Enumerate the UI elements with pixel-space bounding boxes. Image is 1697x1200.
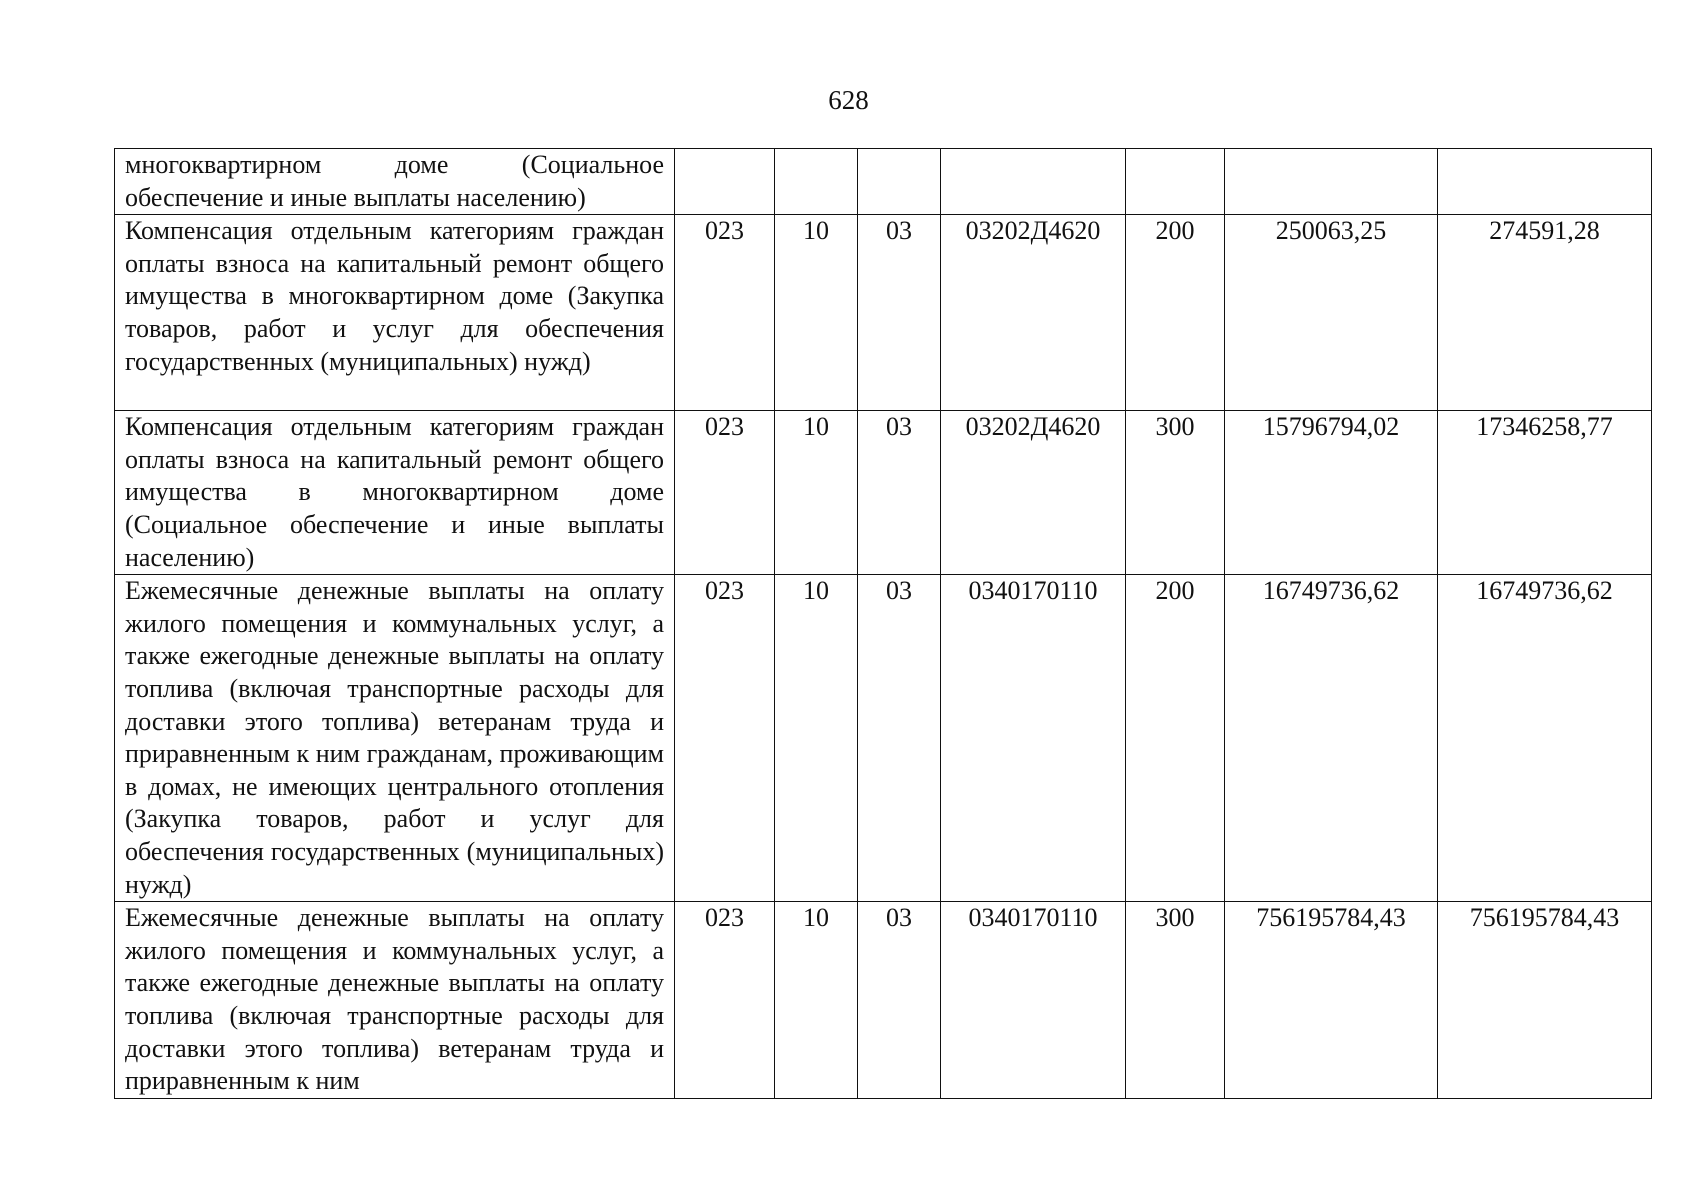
target-article-code (941, 149, 1126, 215)
expense-type-code: 300 (1126, 411, 1225, 575)
expense-type-code: 300 (1126, 902, 1225, 1099)
ministry-code: 023 (675, 411, 775, 575)
ministry-code (675, 149, 775, 215)
expense-type-code (1126, 149, 1225, 215)
section-code: 10 (775, 411, 858, 575)
amount-year2 (1438, 149, 1652, 215)
expense-type-code: 200 (1126, 575, 1225, 902)
subsection-code (858, 149, 941, 215)
subsection-code: 03 (858, 575, 941, 902)
row-description: Компенсация отдельным категориям граждан оплаты взноса на капитальный ремонт общего имущества в многоквартирном доме (Социальное обеспечение и иные выплаты населению) (115, 411, 675, 575)
ministry-code: 023 (675, 902, 775, 1099)
table-row (115, 411, 1652, 575)
ministry-code: 023 (675, 215, 775, 411)
amount-year1 (1225, 149, 1438, 215)
target-article-code: 0340170110 (941, 902, 1126, 1099)
target-article-code: 0340170110 (941, 575, 1126, 902)
target-article-code: 03202Д4620 (941, 411, 1126, 575)
amount-year1: 16749736,62 (1225, 575, 1438, 902)
amount-year1: 756195784,43 (1225, 902, 1438, 1099)
amount-year2: 274591,28 (1438, 215, 1652, 411)
section-code: 10 (775, 902, 858, 1099)
section-code: 10 (775, 215, 858, 411)
section-code: 10 (775, 575, 858, 902)
table-row (115, 902, 1652, 1099)
row-description: Компенсация отдельным категориям граждан оплаты взноса на капитальный ремонт общего имущества в многоквартирном доме (Закупка товаров, работ и услуг для обеспечения государственных (муниципальных) нужд) (115, 215, 675, 411)
row-description: многоквартирном доме (Социальное обеспечение и иные выплаты населению) (115, 149, 675, 215)
page-number: 628 (828, 85, 869, 115)
table-row (115, 215, 1652, 411)
expense-type-code: 200 (1126, 215, 1225, 411)
row-description: Ежемесячные денежные выплаты на оплату жилого помещения и коммунальных услуг, а также ежегодные денежные выплаты на оплату топлива (включая транспортные расходы для доставки этого топлива) ветеранам труда и приравненным к ним (115, 902, 675, 1099)
amount-year2: 17346258,77 (1438, 411, 1652, 575)
budget-table (114, 148, 1652, 1099)
amount-year2: 756195784,43 (1438, 902, 1652, 1099)
amount-year2: 16749736,62 (1438, 575, 1652, 902)
subsection-code: 03 (858, 215, 941, 411)
ministry-code: 023 (675, 575, 775, 902)
section-code (775, 149, 858, 215)
row-description: Ежемесячные денежные выплаты на оплату жилого помещения и коммунальных услуг, а также ежегодные денежные выплаты на оплату топлива (включая транспортные расходы для доставки этого топлива) ветеранам труда и приравненным к ним гражданам, проживающим в домах, не имеющих центрального отопления (Закупка товаров, работ и услуг для обеспечения государственных (муниципальных) нужд) (115, 575, 675, 902)
table-row (115, 575, 1652, 902)
subsection-code: 03 (858, 411, 941, 575)
table-row (115, 149, 1652, 215)
target-article-code: 03202Д4620 (941, 215, 1126, 411)
amount-year1: 15796794,02 (1225, 411, 1438, 575)
amount-year1: 250063,25 (1225, 215, 1438, 411)
subsection-code: 03 (858, 902, 941, 1099)
